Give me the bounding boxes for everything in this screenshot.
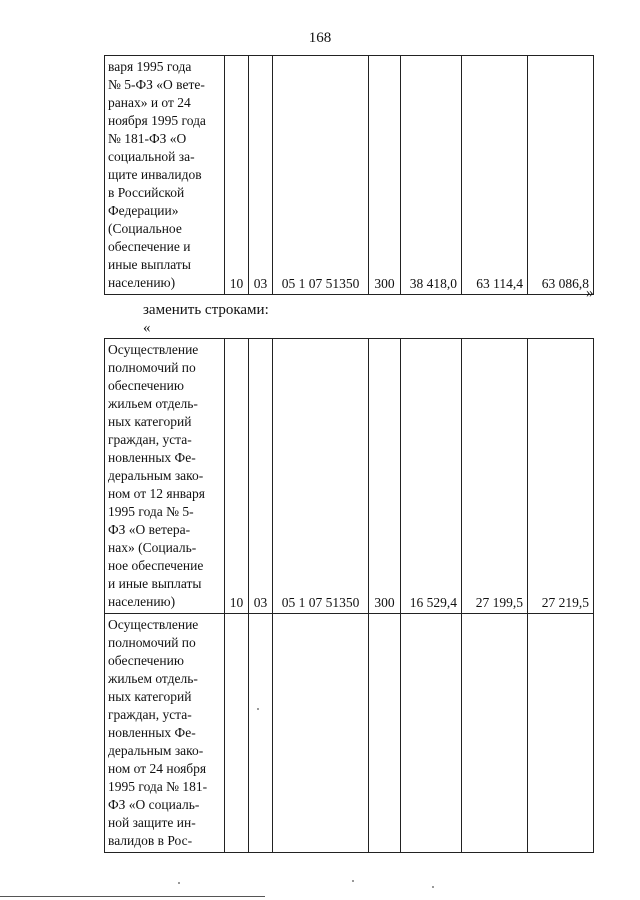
- row-name-line: № 181-ФЗ «О: [108, 131, 187, 146]
- replace-instruction: заменить строками:: [143, 302, 269, 318]
- row-name-line: ноября 1995 года: [108, 113, 206, 128]
- expense-type-cell: 300: [369, 339, 401, 614]
- subsection-code-cell: [249, 614, 273, 853]
- target-article-cell: 05 1 07 51350: [273, 56, 369, 295]
- row-name-line: ной защите ин-: [108, 815, 196, 830]
- row-name-line: валидов в Рос-: [108, 833, 193, 848]
- row-name-line: обеспечение и: [108, 239, 191, 254]
- subsection-code-cell: 03: [249, 339, 273, 614]
- page-number: 168: [308, 30, 332, 46]
- row-name-line: новленных Фе-: [108, 450, 196, 465]
- row-name-line: ФЗ «О ветера-: [108, 522, 191, 537]
- amount-year1-cell: [401, 614, 462, 853]
- row-name-line: граждан, уста-: [108, 432, 192, 447]
- row-name-line: социальной за-: [108, 149, 195, 164]
- table-row: [105, 56, 594, 295]
- subsection-code-cell: 03: [249, 56, 273, 295]
- expense-type-cell: [369, 614, 401, 853]
- row-name-line: ранах» и от 24: [108, 95, 191, 110]
- scan-speck: [257, 708, 259, 710]
- target-article-cell: [273, 614, 369, 853]
- row-name-line: № 5-ФЗ «О вете-: [108, 77, 205, 92]
- row-name-line: 1995 года № 5-: [108, 504, 194, 519]
- row-name-line: 1995 года № 181-: [108, 779, 208, 794]
- row-name-line: ном от 12 января: [108, 486, 205, 501]
- amount-year2-cell: 27 199,5: [462, 339, 528, 614]
- scan-speck: [432, 886, 434, 888]
- opening-quote: «: [143, 320, 151, 336]
- row-name-cell: [105, 56, 225, 295]
- closing-quote: »: [586, 285, 594, 301]
- target-article-cell: 05 1 07 51350: [273, 339, 369, 614]
- row-name-line: населению): [108, 275, 176, 290]
- amount-year3-cell: 27 219,5: [528, 339, 594, 614]
- table-row: [105, 614, 594, 853]
- budget-table-old: [104, 55, 594, 295]
- amount-year2-cell: 63 114,4: [462, 56, 528, 295]
- row-name-line: ных категорий: [108, 414, 192, 429]
- row-name-line: населению): [108, 594, 176, 609]
- row-name-line: жильем отдель-: [108, 671, 198, 686]
- table-row: [105, 339, 594, 614]
- row-name-line: жильем отдель-: [108, 396, 198, 411]
- row-name-line: в Российской: [108, 185, 185, 200]
- row-name-line: Осуществление: [108, 342, 199, 357]
- row-name-line: деральным зако-: [108, 468, 204, 483]
- row-name-line: ном от 24 ноября: [108, 761, 207, 776]
- row-name-line: и иные выплаты: [108, 576, 202, 591]
- row-name-line: ФЗ «О социаль-: [108, 797, 200, 812]
- expense-type-cell: 300: [369, 56, 401, 295]
- scan-speck: [352, 880, 354, 882]
- scan-speck: [178, 882, 180, 884]
- amount-year3-cell: 63 086,8: [528, 56, 594, 295]
- row-name-line: полномочий по: [108, 360, 196, 375]
- row-name-line: ное обеспечение: [108, 558, 204, 573]
- row-name-line: нах» (Социаль-: [108, 540, 197, 555]
- row-name-line: обеспечению: [108, 653, 184, 668]
- row-name-line: граждан, уста-: [108, 707, 192, 722]
- row-name-line: (Социальное: [108, 221, 182, 236]
- row-name-cell: [105, 614, 225, 853]
- row-name-cell: [105, 339, 225, 614]
- amount-year3-cell: [528, 614, 594, 853]
- row-name-line: варя 1995 года: [108, 59, 192, 74]
- row-name-line: иные выплаты: [108, 257, 191, 272]
- amount-year1-cell: 16 529,4: [401, 339, 462, 614]
- section-code-cell: 10: [225, 339, 249, 614]
- row-name-line: деральным зако-: [108, 743, 204, 758]
- row-name-line: новленных Фе-: [108, 725, 196, 740]
- amount-year2-cell: [462, 614, 528, 853]
- row-name-line: полномочий по: [108, 635, 196, 650]
- budget-table-new: [104, 338, 594, 853]
- section-code-cell: [225, 614, 249, 853]
- amount-year1-cell: 38 418,0: [401, 56, 462, 295]
- row-name-line: Федерации»: [108, 203, 179, 218]
- row-name-line: ных категорий: [108, 689, 192, 704]
- row-name-line: Осуществление: [108, 617, 199, 632]
- row-name-line: щите инвалидов: [108, 167, 202, 182]
- row-name-line: обеспечению: [108, 378, 184, 393]
- section-code-cell: 10: [225, 56, 249, 295]
- footer-rule: [0, 896, 265, 897]
